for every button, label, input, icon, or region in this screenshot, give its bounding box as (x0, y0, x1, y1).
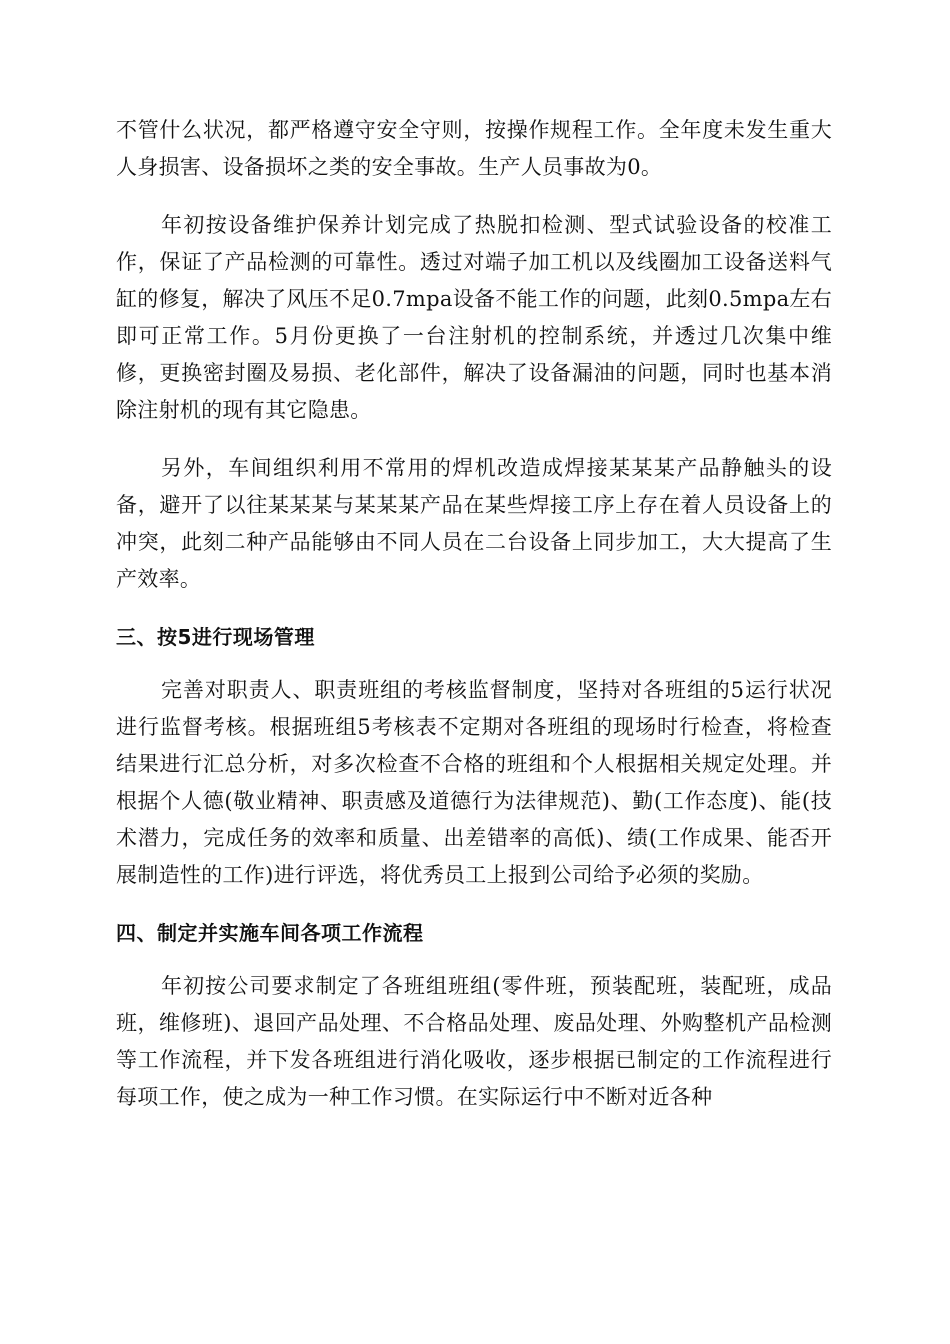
paragraph-safety: 不管什么状况，都严格遵守安全守则，按操作规程工作。全年度未发生重大人身损害、设备损坏之类的安全事故。生产人员事故为0。 (116, 118, 832, 179)
section-3-heading: 三、按5进行现场管理 (116, 625, 315, 649)
section-4-paragraph: 年初按公司要求制定了各班组班组(零件班，预装配班，装配班，成品班，维修班)、退回产品处理、不合格品处理、废品处理、外购整机产品检测等工作流程，并下发各班组进行消化吸收，逐步根据已制定的工作流程进行每项工作，使之成为一种工作习惯。在实际运行中不断对近各种 (116, 974, 832, 1109)
paragraph-equipment-maintenance: 年初按设备维护保养计划完成了热脱扣检测、型式试验设备的校准工作，保证了产品检测的可靠性。透过对端子加工机以及线圈加工设备送料气缸的修复，解决了风压不足0.7mpa设备不能工作的问题，此刻0.5mpa左右即可正常工作。5月份更换了一台注射机的控制系统，并透过几次集中维修，更换密封圈及易损、老化部件，解决了设备漏油的问题，同时也基本消除注射机的现有其它隐患。 (116, 213, 832, 422)
document-body (116, 112, 832, 1137)
paragraph-welder-modification: 另外，车间组织利用不常用的焊机改造成焊接某某某产品静触头的设备，避开了以往某某某与某某某产品在某些焊接工序上存在着人员设备上的冲突，此刻二种产品能够由不同人员在二台设备上同步加工，大大提高了生产效率。 (116, 456, 832, 591)
section-3-paragraph: 完善对职责人、职责班组的考核监督制度，坚持对各班组的5运行状况进行监督考核。根据班组5考核表不定期对各班组的现场时行检查，将检查结果进行汇总分析，对多次检查不合格的班组和个人根据相关规定处理。并根据个人德(敬业精神、职责感及道德行为法律规范)、勤(工作态度)、能(技术潜力，完成任务的效率和质量、出差错率的高低)、绩(工作成果、能否开展制造性的工作)进行评选，将优秀员工上报到公司给予必须的奖励。 (116, 678, 832, 887)
section-4-heading: 四、制定并实施车间各项工作流程 (116, 921, 424, 945)
